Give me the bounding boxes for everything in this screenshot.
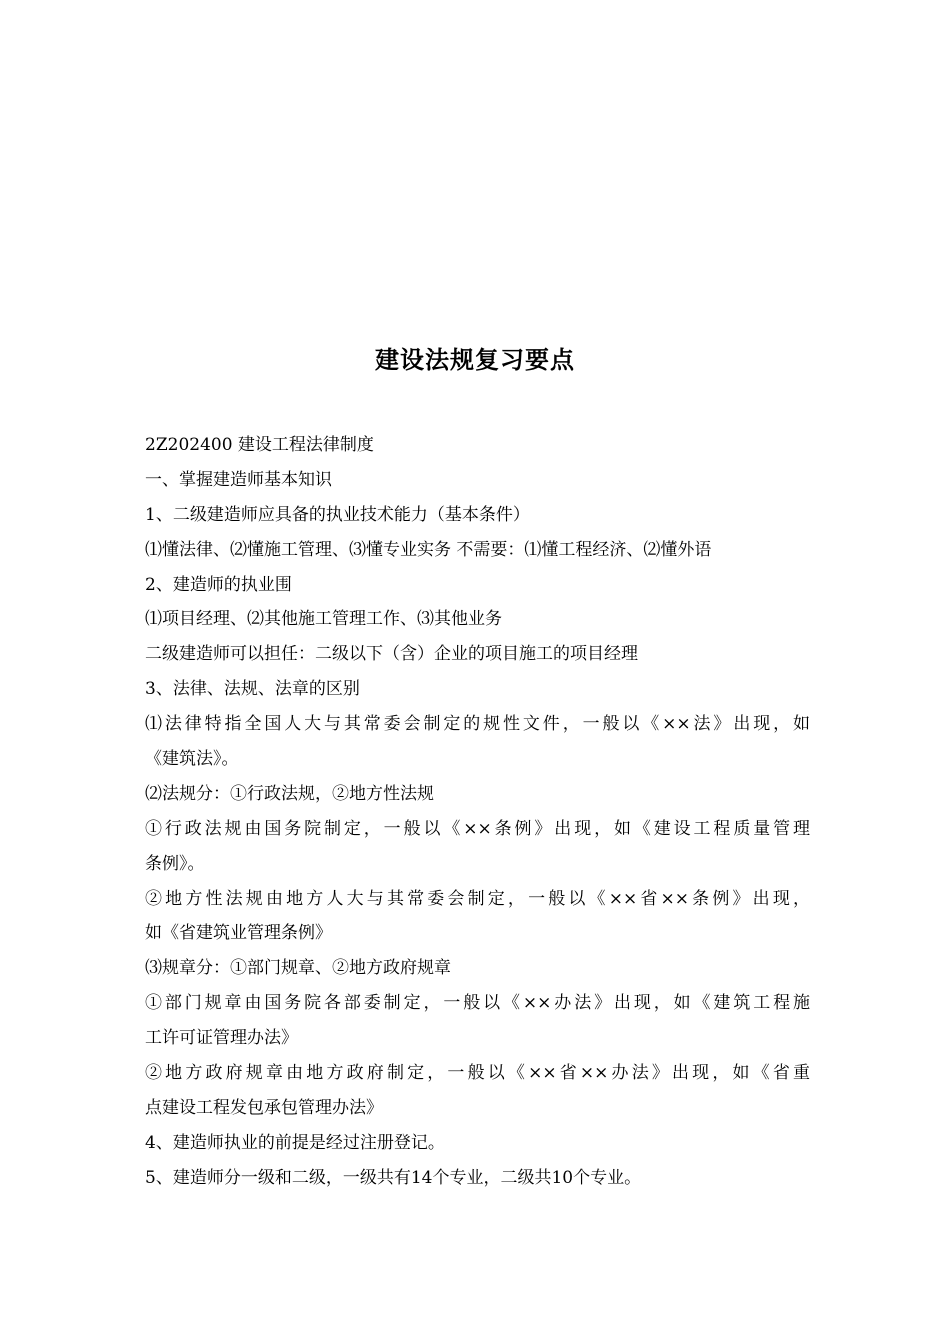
text-line: 点建设工程发包承包管理办法》 [145,1097,383,1118]
item-heading: 2、建造师的执业围 [145,574,292,595]
section-code-heading: 2Z202400 建设工程法律制度 [145,435,374,455]
text-line: 如《省建筑业管理条例》 [145,923,332,944]
text-line: ⑶规章分：①部门规章、②地方政府规章 [145,958,451,979]
text-line: ⑴法律特指全国人大与其常委会制定的规性文件，一般以《××法》出现，如 [145,714,810,735]
text-line: ⑴懂法律、⑵懂施工管理、⑶懂专业实务 不需要：⑴懂工程经济、⑵懂外语 [145,539,712,560]
text-line: ②地方性法规由地方人大与其常委会制定，一般以《××省××条例》出现， [145,888,810,909]
item-heading: 1、二级建造师应具备的执业技术能力（基本条件） [145,504,530,525]
document-title: 建设法规复习要点 [375,345,575,374]
text-line: ⑵法规分：①行政法规，②地方性法规 [145,783,434,804]
chapter-heading: 一、掌握建造师基本知识 [145,469,332,490]
text-line: 工许可证管理办法》 [145,1028,298,1049]
item-heading: 5、建造师分一级和二级，一级共有14个专业，二级共10个专业。 [145,1167,642,1188]
document-body [145,428,810,1196]
text-line: ②地方政府规章由地方政府制定，一般以《××省××办法》出现，如《省重 [145,1063,810,1084]
text-line: 二级建造师可以担任：二级以下（含）企业的项目施工的项目经理 [145,644,638,665]
text-line: ⑴项目经理、⑵其他施工管理工作、⑶其他业务 [145,609,502,630]
text-line: 条例》。 [145,853,205,874]
text-line: ①部门规章由国务院各部委制定，一般以《××办法》出现，如《建筑工程施 [145,993,810,1014]
item-heading: 4、建造师执业的前提是经过注册登记。 [145,1132,445,1153]
text-line: ①行政法规由国务院制定，一般以《××条例》出现，如《建设工程质量管理 [145,818,810,839]
text-line: 《建筑法》。 [145,749,239,770]
item-heading: 3、法律、法规、法章的区别 [145,679,360,700]
